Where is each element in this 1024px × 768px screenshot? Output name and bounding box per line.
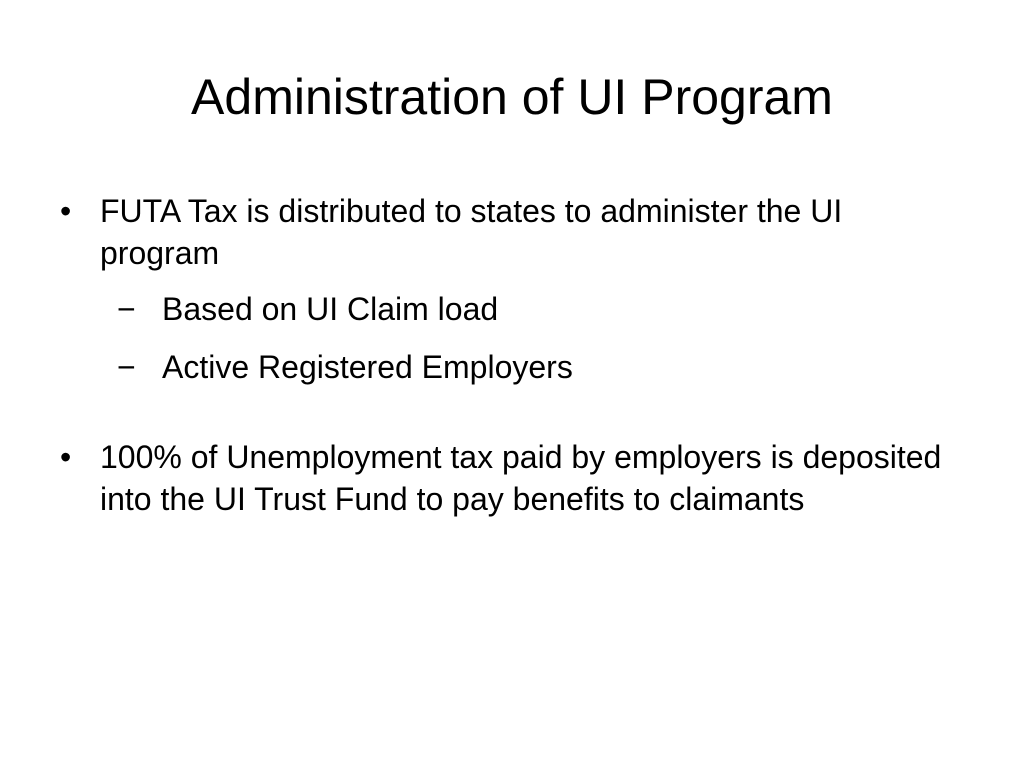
bullet-text: 100% of Unemployment tax paid by employers is deposited into the UI Trust Fund to pay benefits to claimants — [100, 439, 942, 517]
bullet-item — [60, 190, 960, 388]
sub-bullet-item — [100, 346, 960, 388]
sub-bullet-text: Based on UI Claim load — [162, 291, 499, 327]
bullet-item — [60, 436, 960, 520]
slide-title: Administration of UI Program — [191, 69, 833, 125]
sub-bullet-list — [100, 288, 960, 388]
bullet-list — [60, 190, 960, 520]
bullet-dot-icon: • — [60, 439, 72, 475]
sub-bullet-item — [100, 288, 960, 330]
bullet-dot-icon: • — [60, 193, 72, 229]
dash-icon: − — [117, 291, 136, 327]
bullet-text: FUTA Tax is distributed to states to administer the UI program — [100, 193, 843, 271]
sub-bullet-text: Active Registered Employers — [162, 349, 573, 385]
dash-icon: − — [117, 349, 136, 385]
